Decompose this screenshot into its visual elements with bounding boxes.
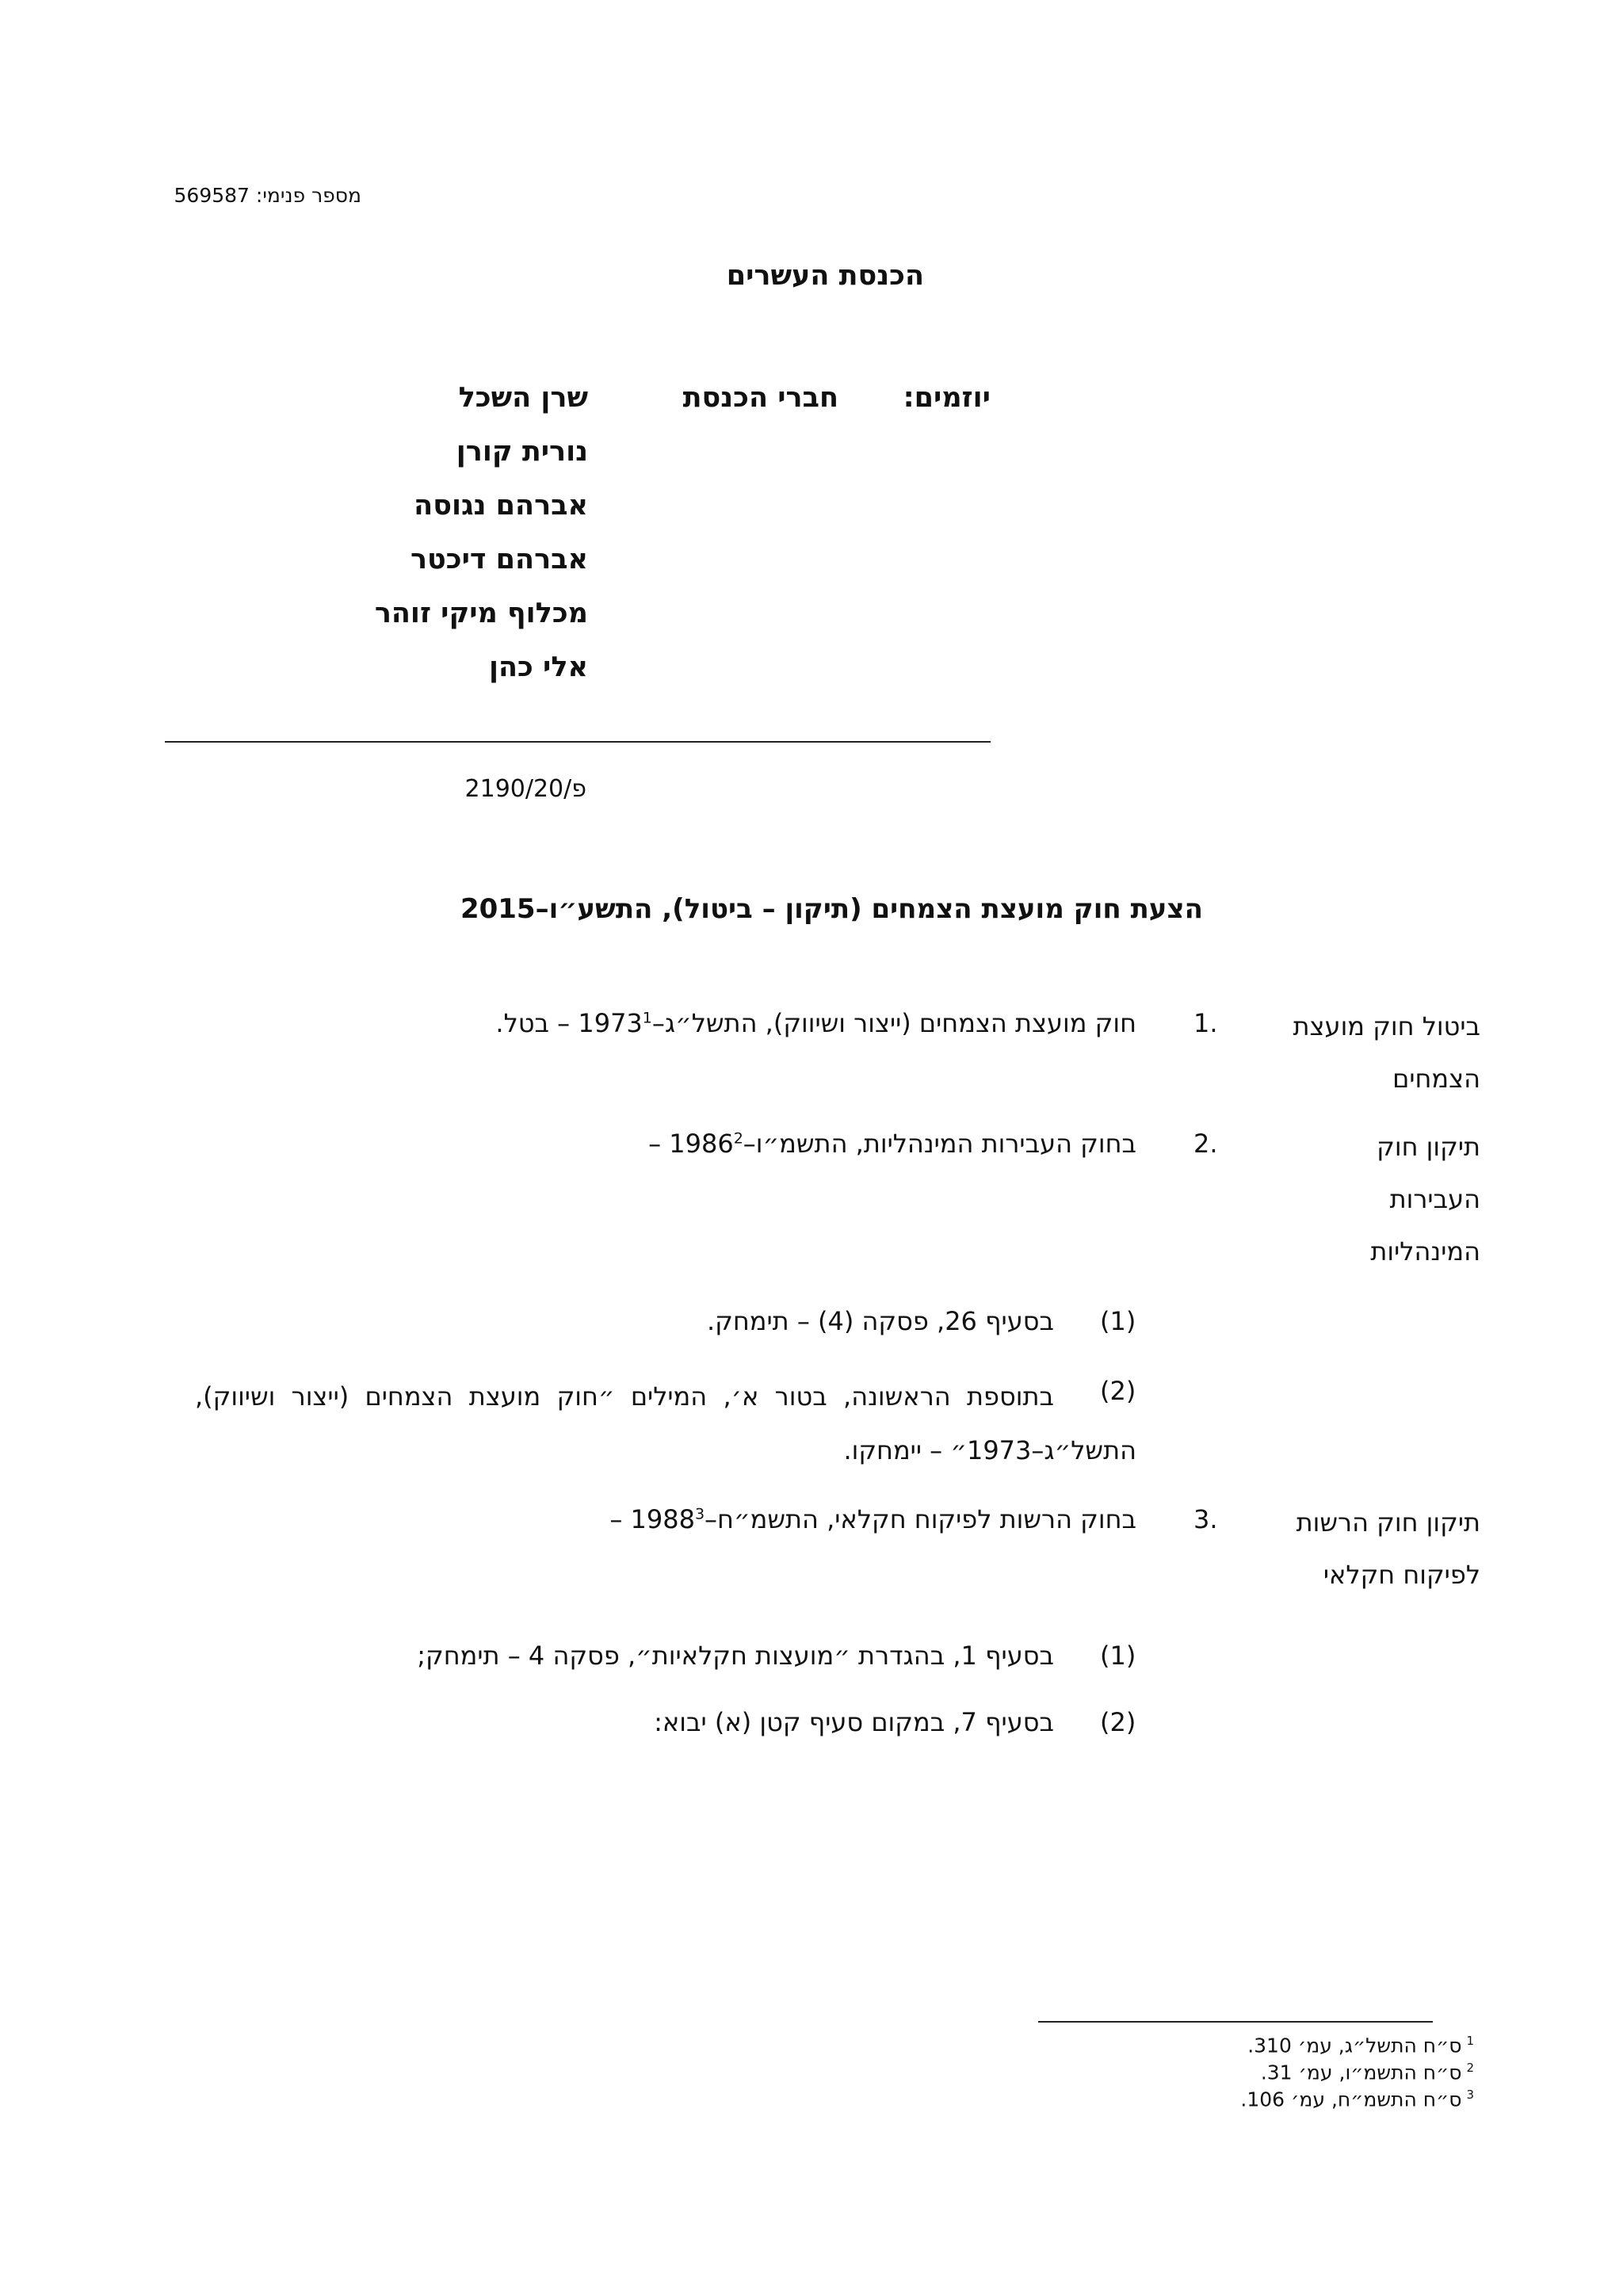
sponsor-name: אברהם דיכטר [410, 544, 588, 575]
subsection-text: בסעיף 7, במקום סעיף קטן (א) יבוא: [654, 1707, 1054, 1737]
section-number: 2. [1193, 1129, 1218, 1159]
sponsor-name: שרן השכל [458, 382, 588, 414]
section-text [648, 1129, 1136, 1159]
footnote [1261, 2061, 1474, 2084]
footnote-text: ס״ח התשמ״ו, עמ׳ 31. [1260, 2061, 1462, 2084]
footnote [1240, 2088, 1474, 2111]
internal-number: מספר פנימי: 569587 [174, 184, 361, 207]
section-text [495, 1008, 1136, 1038]
footnote-ref: 3 [694, 1505, 705, 1523]
sponsor-name: אלי כהן [488, 651, 588, 683]
subsection-text: בסעיף 1, בהגדרת ״מועצות חקלאיות״, פסקה 4 – תימחק; [417, 1641, 1054, 1671]
section-text-end: – [609, 1504, 631, 1534]
knesset-title: הכנסת העשרים [726, 260, 924, 292]
sponsor-name: נורית קורן [456, 436, 588, 468]
section-margin-title: תיקון חוק העבירות המינהליות [1370, 1132, 1480, 1266]
footnote-mark: 1 [1466, 2034, 1474, 2048]
sponsor-name: מכלוף מיקי זוהר [374, 598, 588, 629]
section-margin-title: ביטול חוק מועצת הצמחים [1293, 1011, 1480, 1094]
sponsors-role: חברי הכנסת [682, 382, 838, 414]
section-text-end: – בטל. [495, 1008, 579, 1038]
footnote-ref: 1 [642, 1009, 652, 1027]
section-text-main: בחוק הרשות לפיקוח חקלאי, התשמ״ח–1988 [630, 1504, 1136, 1534]
section-text-main: חוק מועצת הצמחים (ייצור ושיווק), התשל״ג–1973 [578, 1008, 1136, 1038]
footnote-text: ס״ח התשל״ג, עמ׳ 310. [1247, 2034, 1462, 2057]
header-divider [165, 741, 991, 743]
section-text [609, 1504, 1136, 1534]
footnote [1247, 2034, 1474, 2057]
subsection-number: (1) [1100, 1306, 1136, 1336]
document-number: פ/2190/20 [464, 775, 586, 803]
subsection-text: בסעיף 26, פסקה (4) – תימחק. [706, 1306, 1054, 1336]
footnote-mark: 2 [1466, 2061, 1474, 2075]
subsection-number: (2) [1100, 1707, 1136, 1737]
section-number: 3. [1193, 1504, 1218, 1534]
section-text-end: – [648, 1129, 670, 1159]
sponsor-name: אברהם נגוסה [414, 490, 588, 521]
footnote-ref: 2 [733, 1129, 743, 1148]
subsection-number: (1) [1100, 1641, 1136, 1671]
sponsors-label: יוזמים: [903, 382, 991, 414]
subsection-number: (2) [1100, 1376, 1136, 1406]
section-number: 1. [1193, 1008, 1218, 1038]
footnote-mark: 3 [1466, 2088, 1474, 2102]
bill-title: הצעת חוק מועצת הצמחים (תיקון – ביטול), התשע״ו–2015 [460, 893, 1203, 925]
footnote-divider [1038, 2021, 1433, 2023]
subsection-text: בתוספת הראשונה, בטור א׳, המילים ״חוק מועצת הצמחים (ייצור ושיווק), התשל״ג–1973״ – יימחקו. [195, 1381, 1136, 1465]
section-margin-title: תיקון חוק הרשות לפיקוח חקלאי [1296, 1507, 1480, 1590]
footnote-text: ס״ח התשמ״ח, עמ׳ 106. [1240, 2088, 1462, 2111]
section-text-main: בחוק העבירות המינהליות, התשמ״ו–1986 [669, 1129, 1136, 1159]
